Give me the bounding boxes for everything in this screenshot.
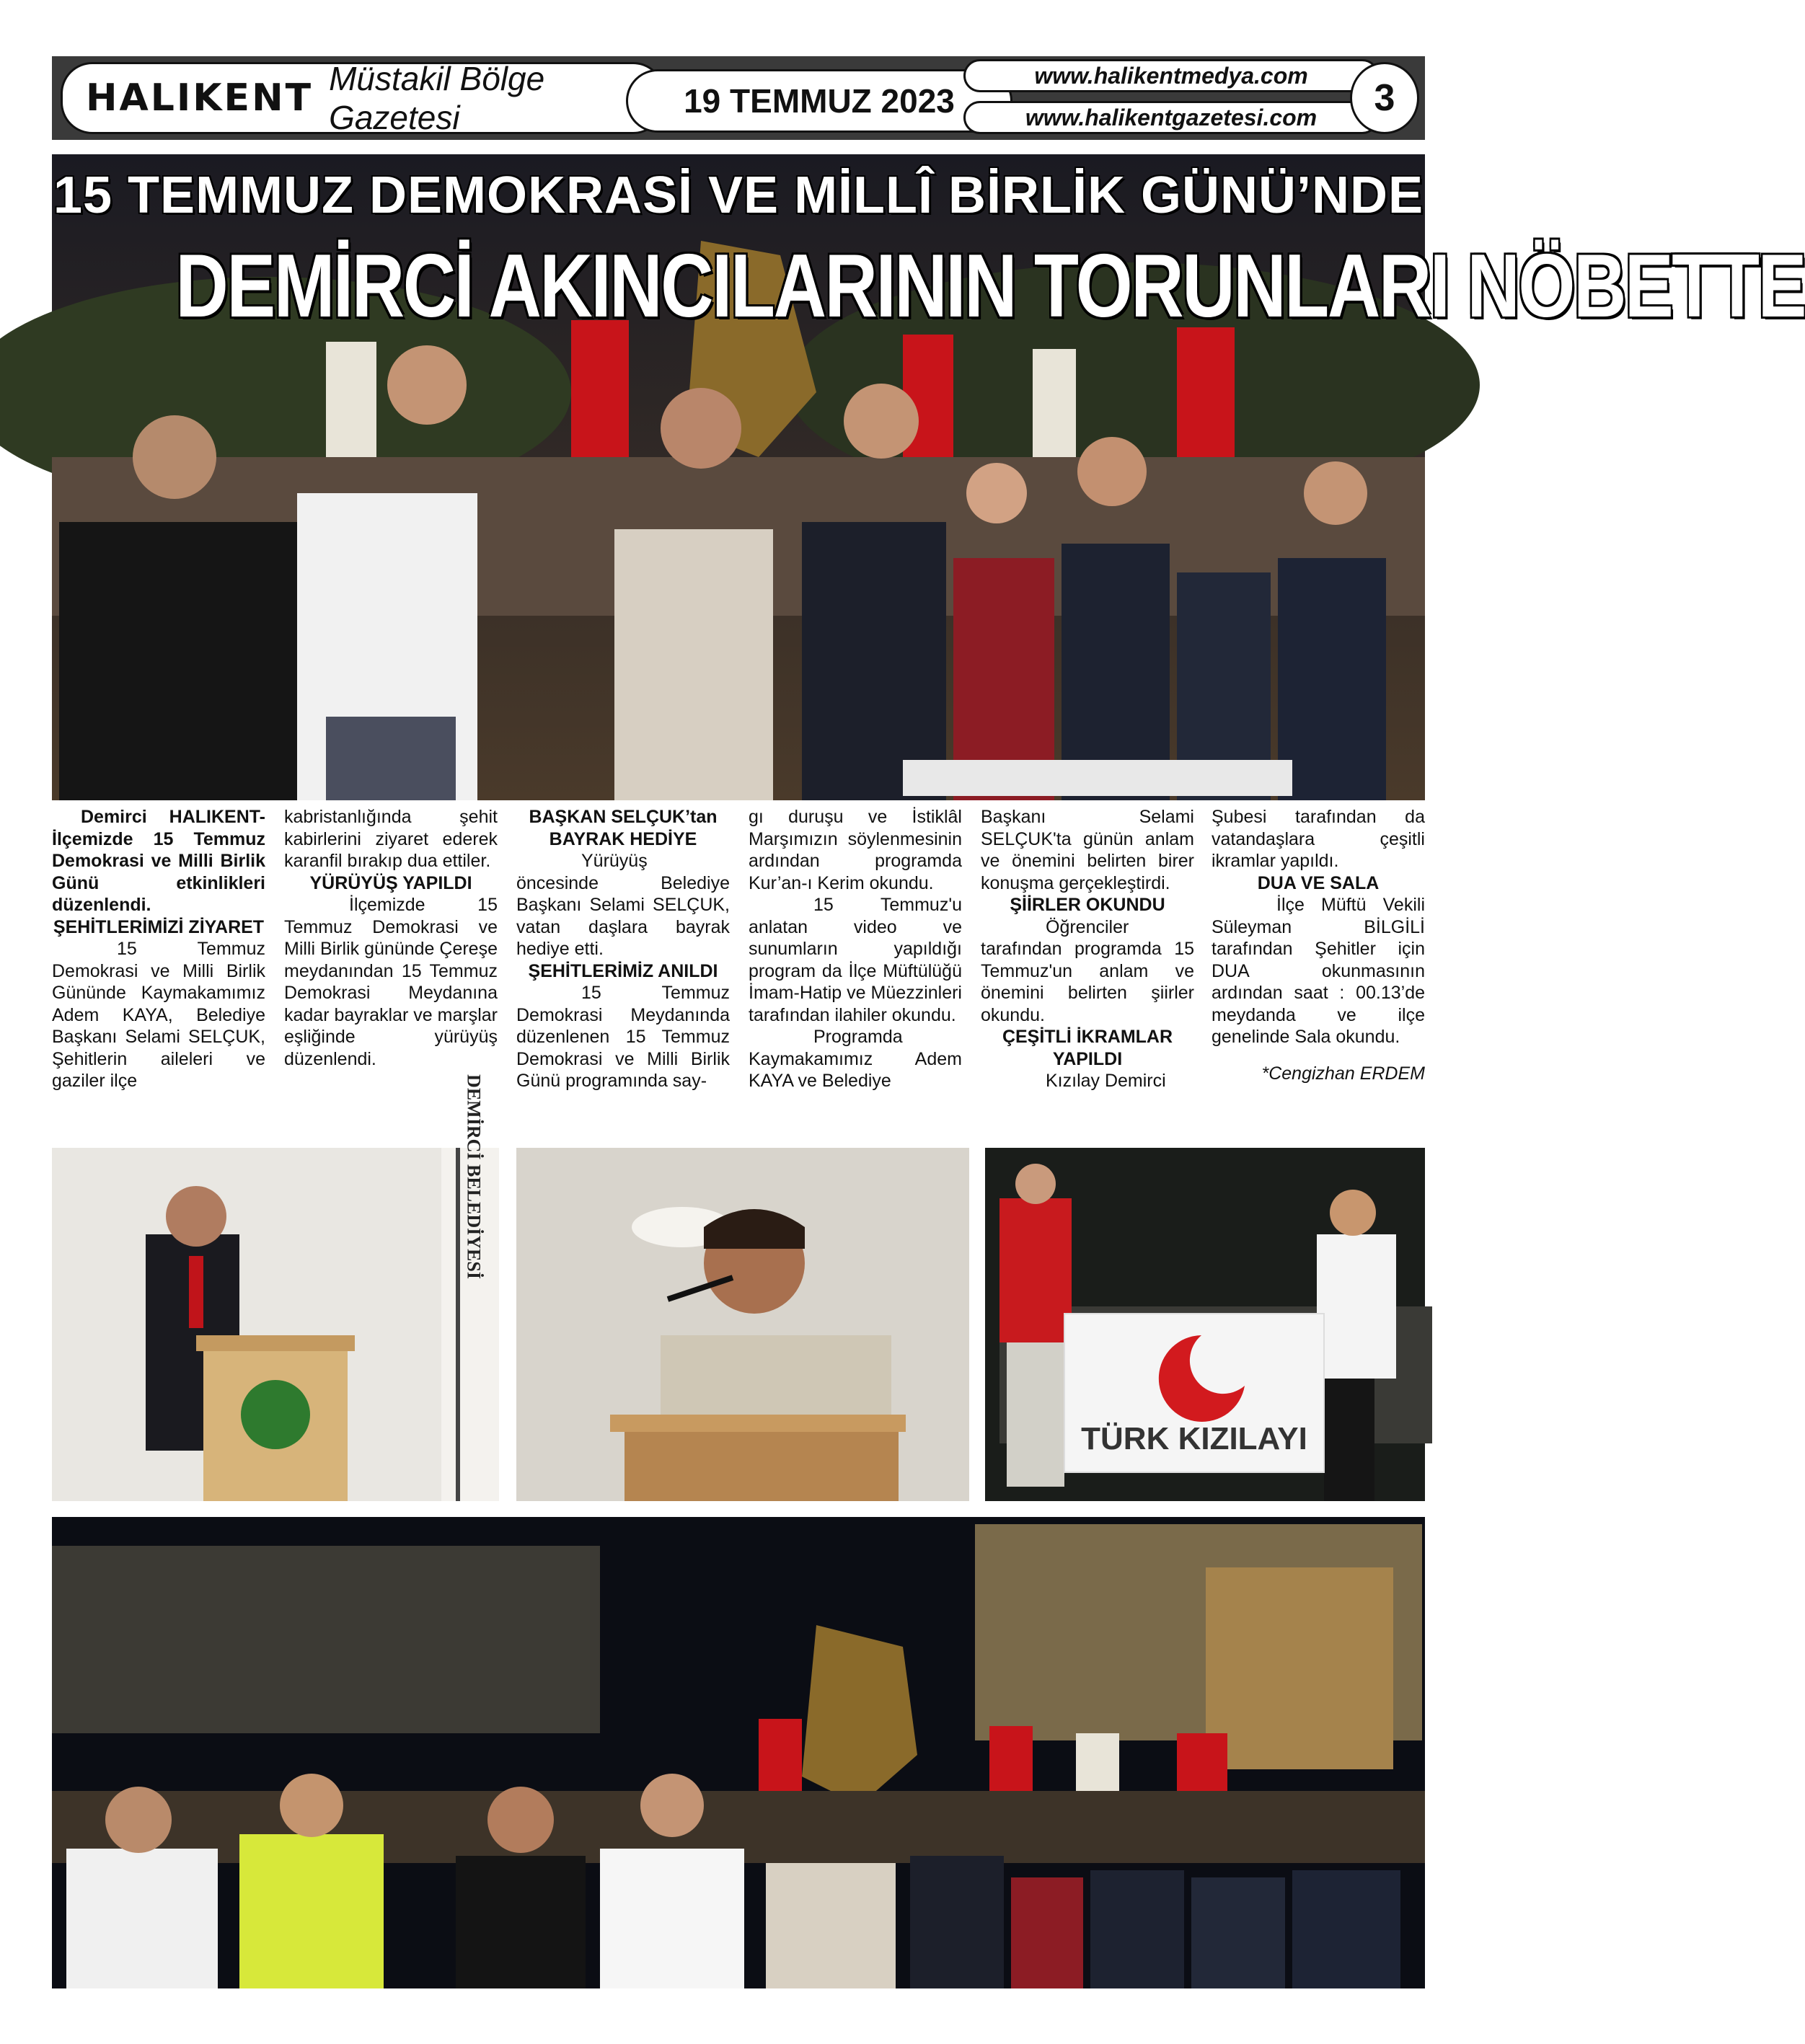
article-body: [52, 806, 1425, 1145]
website-link-2[interactable]: www.halikentgazetesi.com: [963, 101, 1379, 134]
headline-line-2: DEMİRCİ AKINCILARININ TORUNLARI NÖBETTE: [175, 236, 1805, 336]
paragraph: Programda Kaymakamımız Adem KAYA ve Belediye: [749, 1027, 962, 1091]
subheading-ikramlar-yapildi: ÇEŞİTLİ İKRAMLAR YAPILDI: [1002, 1027, 1173, 1069]
article-column-2: [284, 806, 498, 1070]
hero-photo: [52, 154, 1805, 800]
masthead: [52, 56, 1425, 140]
kizilay-banner-text: TÜRK KIZILAYI: [1081, 1421, 1307, 1456]
paragraph: Yürüyüş öncesinde Belediye Başkanı Selami SELÇUK, vatan daşlara bayrak hediye etti.: [516, 851, 730, 959]
paragraph: Kızılay Demirci: [1046, 1071, 1166, 1091]
paragraph: Öğrenciler tarafından programda 15 Temmuz'un anlam ve önemini belirten şiirler okundu.: [981, 916, 1194, 1025]
paragraph: Başkanı Selami SELÇUK'ta günün anlam ve önemini belirten birer konuşma gerçekleştirdi.: [981, 807, 1194, 893]
photo-mayor-speech: [516, 1148, 969, 1501]
brand-name: HALIKENT: [86, 76, 314, 120]
subheading-sehitlerimizi-ziyaret: ŞEHİTLERİMİZİ ZİYARET: [53, 916, 265, 937]
paragraph: 15 Temmuz Demokrasi Meydanında düzenlenen 15 Temmuz Demokrasi ve Milli Birlik Günü programında say-: [516, 983, 730, 1091]
article-lead: Demirci HALIKENT- İlçemizde 15 Temmuz Demokrasi ve Milli Birlik Günü etkinlikleri düzenlendi.: [52, 807, 265, 915]
paragraph: gı duruşu ve İstiklâl Marşımızın söylenmesinin ardından programda Kur’an-ı Kerim okundu.: [749, 807, 962, 893]
article-column-6: [1212, 806, 1425, 1084]
article-column-1: [52, 806, 265, 1092]
ceremony-wide-image: [52, 1517, 1425, 1988]
issue-date: 19 TEMMUZ 2023: [626, 69, 1012, 133]
photo-ceremony-wide: [52, 1517, 1425, 1988]
speaker-podium-image: [52, 1074, 499, 1501]
photo-speaker-podium: [52, 1074, 499, 1501]
subheading-dua-ve-sala: DUA VE SALA: [1257, 872, 1380, 893]
article-column-4: [749, 806, 962, 1092]
paragraph: 15 Temmuz Demokrasi ve Milli Birlik Gününde Kaymakamımız Adem KAYA, Belediye Başkanı Selami SELÇUK, Şehitlerin aileleri ve gaziler ilçe: [52, 939, 265, 1091]
subheading-bayrak-hediye: BAŞKAN SELÇUK’tan BAYRAK HEDİYE: [529, 807, 718, 849]
paragraph: İlçe Müftü Vekili Süleyman BİLGİLİ tarafından Şehitler için DUA okunmasının ardından saat : 00.13’de meydanda ve ilçe genelinde Sala okundu.: [1212, 895, 1425, 1047]
headline-line-1: 15 TEMMUZ DEMOKRASİ VE MİLLÎ BİRLİK GÜNÜ’NDE: [53, 167, 1424, 224]
article-column-3: [516, 806, 730, 1092]
subheading-sehitlerimiz-anildi: ŞEHİTLERİMİZ ANILDI: [528, 960, 718, 981]
subheading-siirler-okundu: ŞİİRLER OKUNDU: [1010, 895, 1165, 915]
subheading-yuruyus-yapildi: YÜRÜYÜŞ YAPILDI: [309, 872, 472, 893]
brand-pill: [61, 62, 665, 134]
website-link-1[interactable]: www.halikentmedya.com: [963, 59, 1379, 92]
paragraph: 15 Temmuz'u anlatan video ve sunumların yapıldığı program da İlçe Müftülüğü İmam-Hatip ve Müezzinleri tarafından ilahiler okundu.: [749, 895, 962, 1025]
paragraph: kabristanlığında şehit kabirlerini ziyaret ederek karanfil bırakıp dua ettiler.: [284, 807, 498, 871]
byline: *Cengizhan ERDEM: [1261, 1063, 1425, 1084]
photo-kizilay-stand: [985, 1148, 1425, 1501]
paragraph: İlçemizde 15 Temmuz Demokrasi ve Milli Birlik gününde Çereşe meydanından 15 Temmuz Demokrasi Meydanına kadar bayraklar ve marşlar eşliğinde yürüyüş düzenlendi.: [284, 895, 498, 1069]
podium-sign-text: DEMİRCİ BELEDİYESİ: [463, 1074, 485, 1279]
page-number: 3: [1350, 62, 1419, 134]
paragraph: Şubesi tarafından da vatandaşlara çeşitli ikramlar yapıldı.: [1212, 807, 1425, 871]
mayor-speech-image: [516, 1148, 969, 1501]
article-column-5: [981, 806, 1194, 1092]
brand-subtitle: Müstakil Bölge Gazetesi: [329, 60, 545, 136]
kizilay-stand-image: [985, 1148, 1425, 1501]
